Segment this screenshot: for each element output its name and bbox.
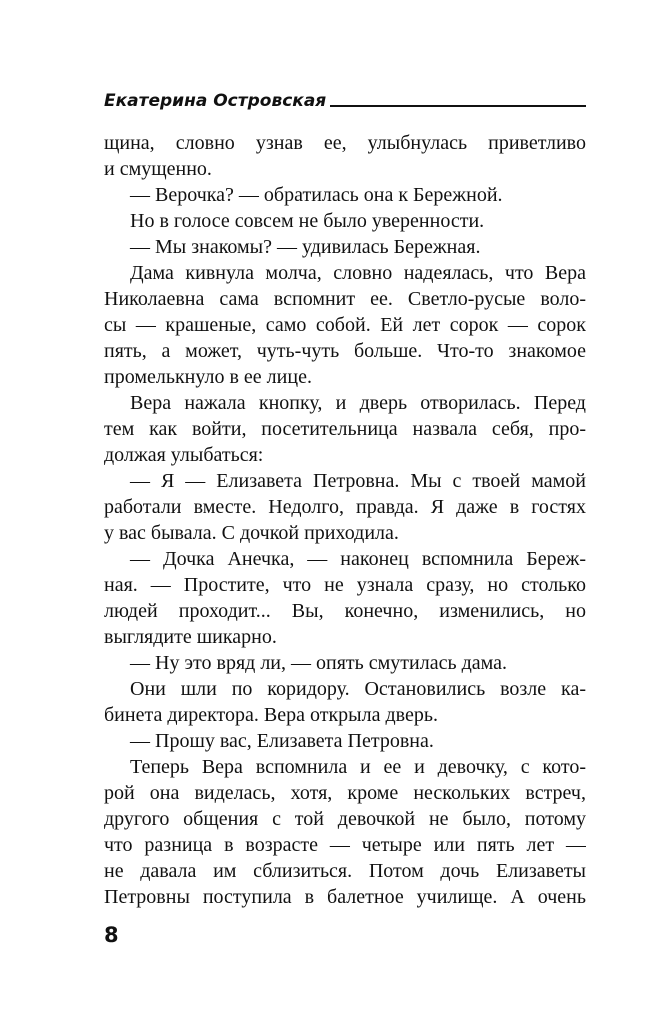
text-line: — Я — Елизавета Петровна. Мы с твоей мамой [130, 470, 586, 492]
text-line: — Мы знакомы? — удивилась Бережная. [130, 236, 481, 258]
text-line: должая улыбаться: [104, 444, 264, 466]
text-line: — Прошу вас, Елизавета Петровна. [130, 730, 434, 752]
text-line: Вера нажала кнопку, и дверь отворилась. Перед [130, 392, 586, 414]
text-line: рой она виделась, хотя, кроме нескольких встреч, [104, 782, 586, 804]
text-line: — Ну это вряд ли, — опять смутилась дама. [130, 652, 508, 674]
body-text [104, 130, 586, 910]
page-number: 8 [104, 923, 119, 947]
text-line: сы — крашеные, само собой. Ей лет сорок — сорок [104, 314, 586, 336]
text-line: Николаевна сама вспомнит ее. Светло-русые воло- [104, 288, 586, 310]
text-line: выглядите шикарно. [104, 626, 277, 648]
text-line: другого общения с той девочкой не было, потому [104, 808, 586, 830]
text-line: не давала им сблизиться. Потом дочь Елизаветы [104, 860, 586, 882]
text-line: работали вместе. Недолго, правда. Я даже в гостях [104, 496, 586, 518]
header-rule [330, 105, 586, 107]
text-line: тем как войти, посетительница назвала себя, про- [104, 418, 586, 440]
running-header [104, 90, 586, 114]
text-line: — Верочка? — обратилась она к Бережной. [130, 184, 503, 206]
text-line: Теперь Вера вспомнила и ее и девочку, с кото- [130, 756, 586, 778]
text-line: Они шли по коридору. Остановились возле ка- [130, 678, 586, 700]
text-line: что разница в возрасте — четыре или пять лет — [104, 834, 586, 856]
text-line: людей проходит... Вы, конечно, изменились, но [104, 600, 586, 622]
text-line: — Дочка Анечка, — наконец вспомнила Береж- [130, 548, 586, 570]
text-line: бинета директора. Вера открыла дверь. [104, 704, 438, 726]
text-line: Но в голосе совсем не было уверенности. [130, 210, 485, 232]
text-line: промелькнуло в ее лице. [104, 366, 312, 388]
text-line: пять, а может, чуть-чуть больше. Что-то знакомое [104, 340, 586, 362]
author-name: Екатерина Островская [104, 91, 327, 111]
text-line: щина, словно узнав ее, улыбнулась приветливо [104, 132, 586, 154]
text-line: у вас бывала. С дочкой приходила. [104, 522, 399, 544]
text-line: и смущенно. [104, 158, 212, 180]
text-line: ная. — Простите, что не узнала сразу, но столько [104, 574, 586, 596]
text-line: Дама кивнула молча, словно надеялась, что Вера [130, 262, 586, 284]
text-line: Петровны поступила в балетное училище. А очень [104, 886, 586, 908]
